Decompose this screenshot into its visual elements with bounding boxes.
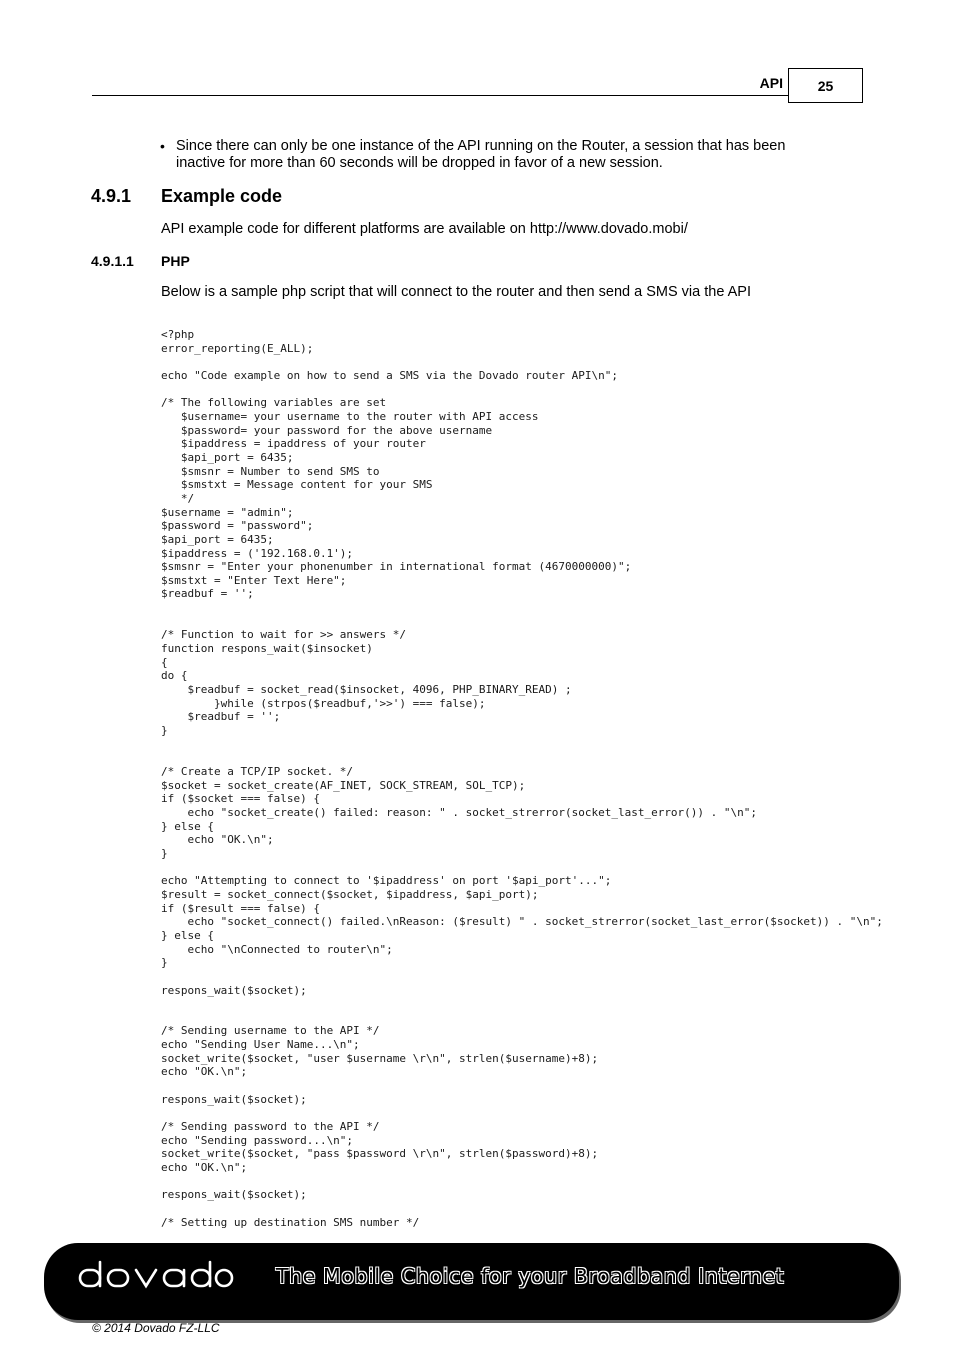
copyright-notice: © 2014 Dovado FZ-LLC xyxy=(92,1321,220,1335)
footer-tagline: The Mobile Choice for your Broadband Internet xyxy=(276,1264,785,1288)
section-title: Example code xyxy=(161,186,283,206)
section-number: 4.9.1 xyxy=(91,186,132,206)
footer-banner xyxy=(44,1243,899,1320)
subsection-heading xyxy=(91,253,190,269)
bullet-icon: • xyxy=(160,138,165,154)
dovado-logo xyxy=(78,1260,234,1290)
subsection-title: PHP xyxy=(161,253,190,269)
header-rule xyxy=(92,95,789,96)
section-intro: API example code for different platforms are available on http://www.dovado.mobi/ xyxy=(161,221,688,237)
php-code-listing: <?php error_reporting(E_ALL); echo "Code example on how to send a SMS via the Dovado router API\n"; /* The following variables are set $username= your username to the router with API access $password= your password for the above username $ipaddress = ipaddress of your router $api_port = 6435; $smsnr = Number to send SMS to $smstxt = Message content for your SMS */ $username = "admin"; $password = "password"; $api_port = 6435; $ipaddress = ('192.168.0.1'); $smsnr = "Enter your phonenumber in international format (4670000000)"; $smstxt = "Enter Text Here"; $readbuf = ''; /* Function to wait for >> answers */ function respons_wait($insocket) { do { $readbuf = socket_read($insocket, 4096, PHP_BINARY_READ) ; }while (strpos($readbuf,'>>') === false); $readbuf = ''; } /* Create a TCP/IP socket. */ $socket = socket_create(AF_INET, SOCK_STREAM, SOL_TCP); if ($socket === false) { echo "socket_create() failed: reason: " . socket_strerror(socket_last_error()) . "\n"; } else { echo "OK.\n"; } echo "Attempting to connect to '$ipaddress' on port '$api_port'..."; $result = socket_connect($socket, $ipaddress, $api_port); if ($result === false) { echo "socket_connect() failed.\nReason: ($result) " . socket_strerror(socket_last_error($socket)) . "\n"; } else { echo "\nConnected to router\n"; } respons_wait($socket); /* Sending username to the API */ echo "Sending User Name...\n"; socket_write($socket, "user $username \r\n", strlen($username)+8); echo "OK.\n"; respons_wait($socket); /* Sending password to the API */ echo "Sending password...\n"; socket_write($socket, "pass $password \r\n", strlen($password)+8); echo "OK.\n"; respons_wait($socket); /* Setting up destination SMS number */ xyxy=(161,328,883,1229)
bullet-text-line-2: inactive for more than 60 seconds will be dropped in favor of a new session. xyxy=(176,155,663,171)
subsection-intro: Below is a sample php script that will connect to the router and then send a SMS via the API xyxy=(161,284,751,300)
subsection-number: 4.9.1.1 xyxy=(91,253,134,269)
bullet-text-line-1: Since there can only be one instance of the API running on the Router, a session that has been xyxy=(176,138,786,154)
page-number-box xyxy=(788,68,863,103)
bullet-text xyxy=(176,138,785,172)
bullet-item xyxy=(160,138,860,172)
section-heading xyxy=(91,186,282,207)
page-number: 25 xyxy=(817,77,834,94)
running-header-title: API xyxy=(759,75,783,91)
